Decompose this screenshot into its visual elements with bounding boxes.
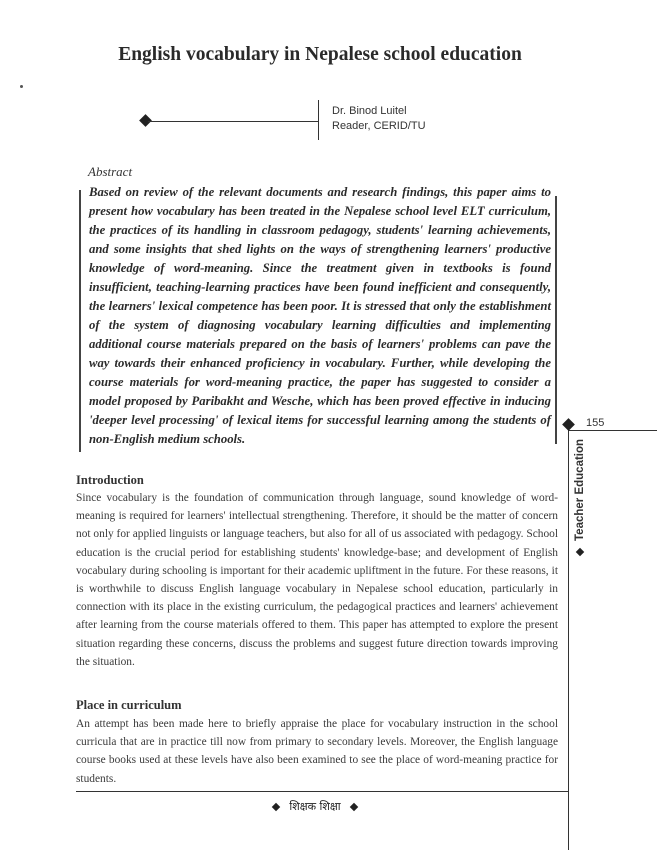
- running-head: [574, 439, 586, 555]
- running-head-label: Teacher Education: [574, 438, 586, 541]
- footer: [250, 799, 380, 814]
- margin-horizontal-rule: [568, 430, 657, 431]
- margin-diamond-ornament: [562, 418, 575, 431]
- author-name: Dr. Binod Luitel: [332, 105, 407, 117]
- author-rule: [148, 121, 318, 122]
- author-block: [332, 104, 426, 134]
- journal-name: शिक्षक शिक्षा: [289, 800, 341, 813]
- place-in-curriculum-heading: Place in curriculum: [76, 698, 182, 712]
- article-title: English vocabulary in Nepalese school education: [118, 44, 522, 65]
- footer-diamond-left: [272, 802, 280, 810]
- abstract-right-rule: [555, 196, 557, 444]
- footer-rule: [76, 791, 568, 792]
- place-in-curriculum-body: An attempt has been made here to briefly appraise the place for vocabulary instruction in the school curricula that are in practice till now from primary to secondary levels. Moreover, the English language course books used at these levels have also been examined to see the place of word-meaning practice for students.: [76, 718, 558, 785]
- abstract-body: Based on review of the relevant documents and research findings, this paper aims to present how vocabulary has been treated in the Nepalese school level ELT curriculum, the practices of its handling in classroom pedagogy, students' learning achievements, and some insights that shed lights on the ways of strengthening learners' productive knowledge of word-meaning. Since the treatment given in textbooks is found insufficient, teaching-learning practices have been found inefficient and consequently, the learners' lexical competence has been poor. It is stressed that only the establishment of the system of diagnosing vocabulary learning difficulties and implementing additional course materials prepared on the basis of learners' problems can pave the way towards their enhanced proficiency in vocabulary. Further, while developing the course materials for word-meaning practice, the paper has suggested to consider a model proposed by Paribakht and Wesche, which has been proved effective in inducing 'deeper level processing' of lexical items for successful learning among the students of non-English medium schools.: [89, 185, 551, 446]
- introduction-body: Since vocabulary is the foundation of communication through language, sound knowledge of word-meaning is required for learners' intellectual strengthening. Therefore, it should be the matter of concern not only for applied linguists or language teachers, but also for all of us associated with pedagogy. School education is the crucial period for establishing students' knowledge-base; and development of English vocabulary during schooling is important for their academic upliftment in the future. For these reasons, it is worthwhile to discuss English language vocabulary in Nepalese school education, particularly in connection with its place in the existing curriculum, the pedagogical practices and learners' achievement after learning from the course materials offered to them. This paper has attempted to explore the present situation regarding these concerns, discuss the problems and suggest future direction towards improving the situation.: [76, 492, 558, 668]
- abstract-left-rule: [79, 190, 81, 452]
- abstract-heading: Abstract: [88, 164, 133, 179]
- introduction-heading: Introduction: [76, 473, 144, 487]
- author-divider: [318, 100, 319, 140]
- footer-diamond-right: [349, 802, 357, 810]
- page-number: 155: [586, 417, 605, 429]
- scan-speck: [20, 85, 23, 88]
- author-affiliation: Reader, CERID/TU: [332, 120, 426, 132]
- margin-vertical-rule: [568, 430, 569, 850]
- running-head-diamond: [576, 548, 584, 556]
